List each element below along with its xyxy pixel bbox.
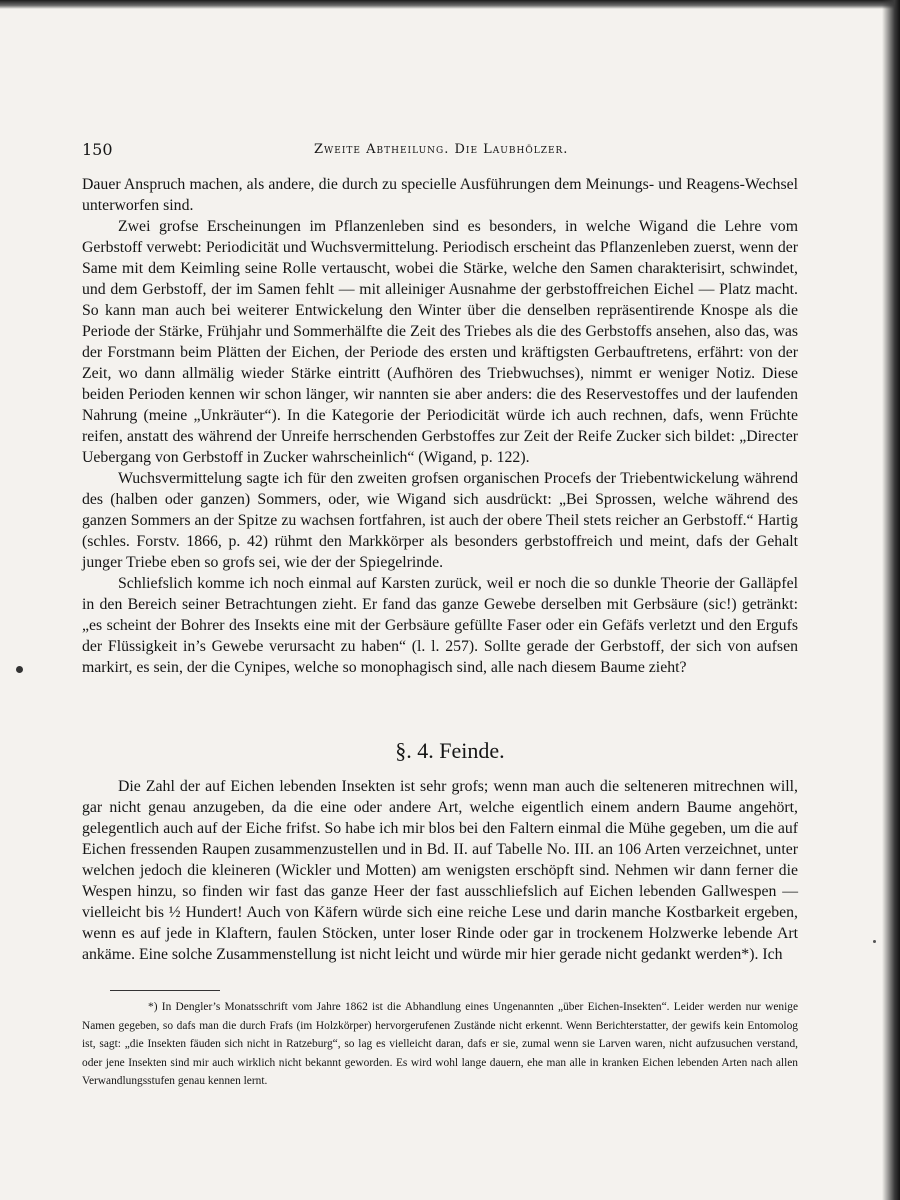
paragraph: Zwei grofse Erscheinungen im Pflanzenleben sind es besonders, in welche Wigand die Lehre vom Gerbstoff verwebt: Periodicität und Wuchsvermittelung. Periodisch erscheint das Pflanzenleben zuerst, wenn der Same mit dem Keimling seine Rolle vertauscht, wobei die Stärke, welche den Samen charakterisirt, schwindet, und dem Gerbstoff, der im Samen fehlt — mit alleiniger Ausnahme der gerbstoffreichen Eichel — Platz macht. So kann man auch bei weiterer Entwickelung den Winter über die denselben repräsentirende Knospe als die Periode der Stärke, Frühjahr und Sommerhälfte die Zeit des Triebes als die des Gerbstoffs ansehen, also das, was der Forstmann beim Plätten der Eichen, der Periode des ersten und kräftigsten Gerbauftretens, erfährt: von der Zeit, wo dann allmälig wieder Stärke eintritt (Aufhören des Triebwuchses), nimmt er weniger Notiz. Diese beiden Perioden kennen wir schon länger, wir nannten sie aber anders: die des Reservestoffes und der laufenden Nahrung (meine „Unkräuter“). In die Kategorie der Periodicität würde ich auch rechnen, dafs, wenn Früchte reifen, anstatt des während der Unreife herrschenden Gerbstoffes zur Zeit der Reife Zucker sich bildet: „Directer Uebergang von Gerbstoff in Zucker wahrscheinlich“ (Wigand, p. 122). — [82, 218, 798, 466]
footnote-text: *) In Dengler’s Monatsschrift vom Jahre 1862 ist die Abhandlung eines Ungenannten „über Eichen-Insekten“. Leider werden nur wenige Namen gegeben, so dafs man die durch Frafs (im Holzkörper) hervorgerufenen Zustände nicht erkennt. Wenn Berichterstatter, der gewifs kein Entomolog ist, sagt: „die Insekten fäuden sich nicht in Ratzeburg“, so lag es vielleicht daran, dafs er sie, zumal wenn sie Larven waren, nicht aufzusuchen verstand, oder jene Insekten sind mir auch wirklich nicht bekannt geworden. Es wird wohl lange dauern, ehe man alle in kranken Eichen lebenden Arten nach allen Verwandlungsstufen genau kennen lernt. — [82, 1001, 798, 1088]
page-header — [82, 140, 798, 162]
paragraph: Dauer Anspruch machen, als andere, die durch zu specielle Ausführungen dem Meinungs- und Reagens-Wechsel unterworfen sind. — [82, 176, 798, 214]
scan-right-edge — [882, 0, 900, 1200]
section-text — [82, 776, 798, 965]
ink-spot — [16, 666, 23, 673]
paragraph: Schliefslich komme ich noch einmal auf Karsten zurück, weil er noch die so dunkle Theorie der Galläpfel in den Bereich seiner Betrachtungen zieht. Er fand das ganze Gewebe derselben mit Gerbsäure (sic!) getränkt: „es scheint der Bohrer des Insekts eine mit der Gerbsäure gefüllte Faser oder ein Gefäfs verletzt und den Ergufs der Flüssigkeit in’s Gewebe verursacht zu haben“ (l. l. 257). Sollte gerade der Gerbstoff, der sich von aufsen markirt, es sein, der die Cynipes, welche so monophagisch sind, alle nach diesem Baume zieht? — [82, 575, 798, 676]
ink-spot — [873, 940, 876, 943]
footnote — [82, 998, 798, 1091]
scan-top-edge — [0, 0, 900, 9]
main-text — [82, 174, 798, 678]
paragraph: Die Zahl der auf Eichen lebenden Insekten ist sehr grofs; wenn man auch die selteneren mitrechnen will, gar nicht genau anzugeben, da die eine oder andere Art, welche eigentlich einem andern Baume angehört, gelegentlich auch auf der Eiche frifst. So habe ich mir blos bei den Faltern einmal die Mühe gegeben, um die auf Eichen fressenden Raupen zusammenzustellen und in Bd. II. auf Tabelle No. III. an 106 Arten verzeichnet, unter welchen jedoch die kleineren (Wickler und Motten) am wenigsten erschöpft sind. Nehmen wir dann ferner die Wespen hinzu, so finden wir fast das ganze Heer der fast ausschliefslich auf Eichen lebenden Gallwespen — vielleicht bis ½ Hundert! Auch von Käfern würde sich eine reiche Lese und darin manche Kostbarkeit ergeben, wenn es auf jede in Klaftern, faulen Stöcken, unter loser Rinde oder gar in trockenem Holzwerke lebende Art ankäme. Eine solche Zusammenstellung ist nicht leicht und würde mir hier gerade nicht gedankt werden*). Ich — [82, 778, 798, 963]
page-number: 150 — [82, 140, 113, 159]
paragraph: Wuchsvermittelung sagte ich für den zweiten grofsen organischen Procefs der Triebentwickelung während des (halben oder ganzen) Sommers, oder, wie Wigand sich ausdrückt: „Bei Sprossen, welche während des ganzen Sommers an der Spitze zu wachsen fortfahren, ist auch der obere Theil stets reicher an Gerbstoff.“ Hartig (schles. Forstv. 1866, p. 42) rühmt den Markkörper als besonders gerbstoffreich und meint, dafs der Gehalt junger Triebe eben so grofs sei, wie der der Spiegelrinde. — [82, 470, 798, 571]
footnote-rule — [110, 990, 220, 991]
running-title: Zweite Abtheilung. Die Laubhölzer. — [314, 142, 569, 157]
section-heading: §. 4. Feinde. — [395, 738, 505, 763]
